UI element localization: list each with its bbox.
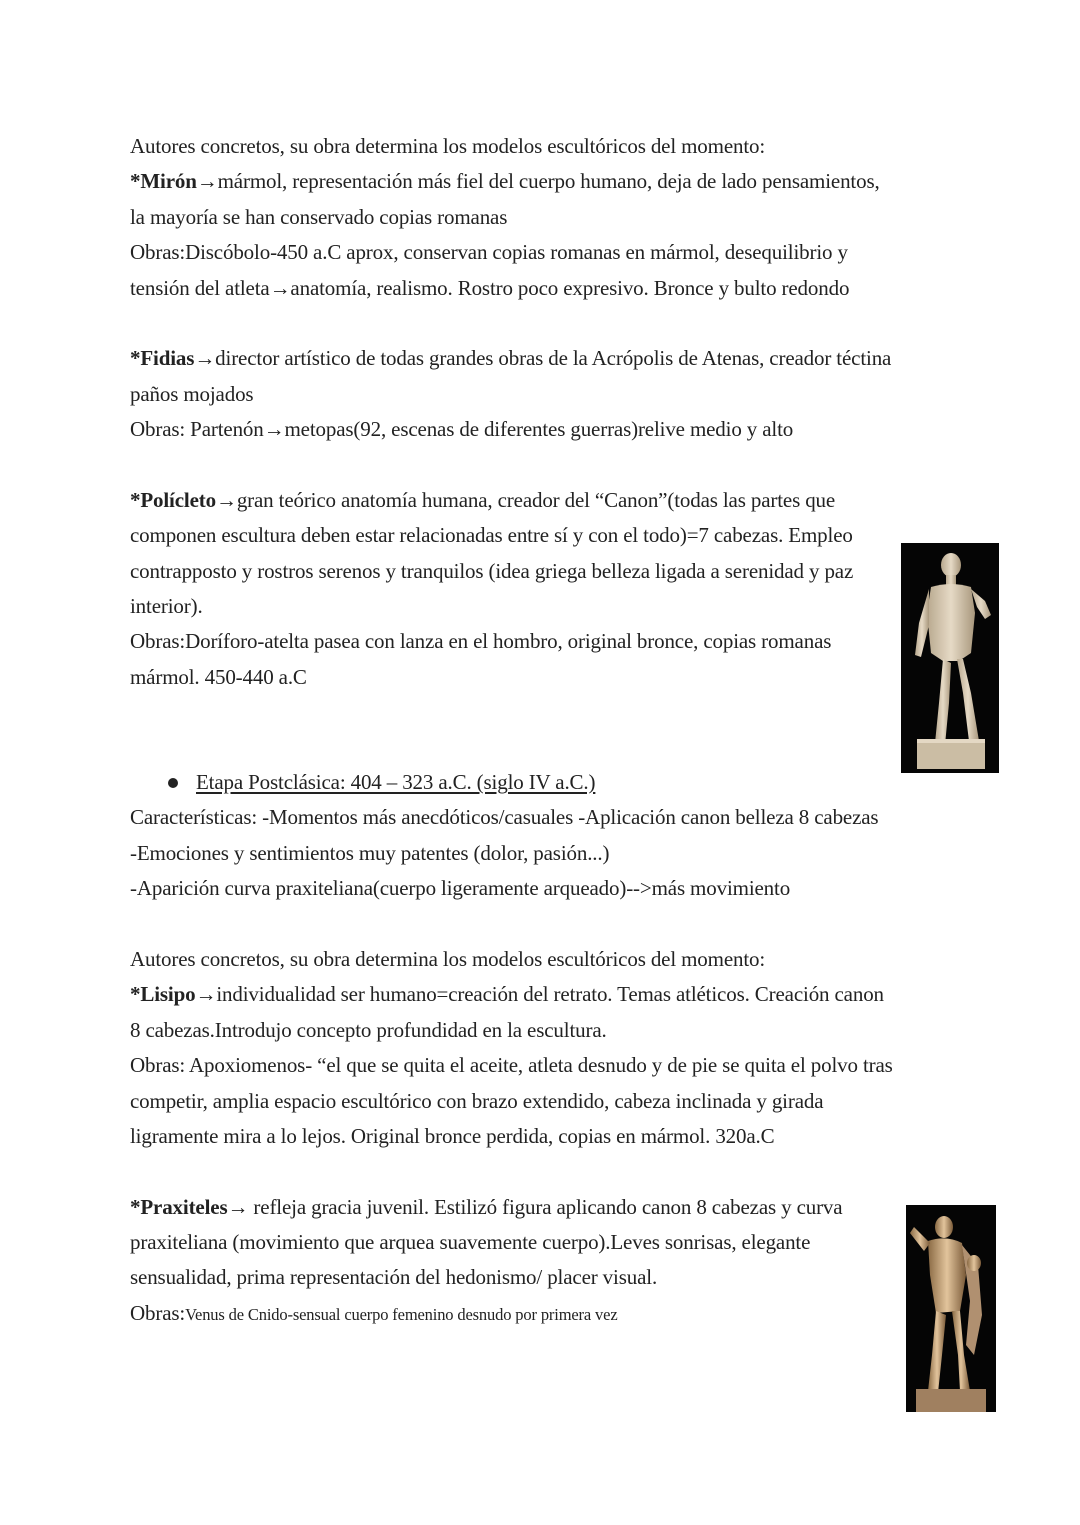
praxiteles-works: Obras:Venus de Cnido-sensual cuerpo femenino desnudo por primera vez — [130, 1300, 618, 1325]
praxiteles-desc-2: praxiteliana (movimiento que arquea suavemente cuerpo).Leves sonrisas, elegante — [130, 1230, 811, 1255]
section-postclassical — [130, 765, 950, 1331]
fidias-desc-cont: paños mojados — [130, 381, 254, 406]
features-2: -Emociones y sentimientos muy patentes (dolor, pasión...) — [130, 840, 610, 865]
features-1: Características: -Momentos más anecdóticos/casuales -Aplicación canon belleza 8 cabezas — [130, 805, 879, 830]
fidias-works: Obras: Partenón→metopas(92, escenas de diferentes guerras)relive medio y alto — [130, 417, 794, 442]
features-3: -Aparición curva praxiteliana(cuerpo ligeramente arqueado)-->más movimiento — [130, 876, 791, 901]
lisipo-line: *Lisipo→individualidad ser humano=creación del retrato. Temas atléticos. Creación canon — [130, 982, 884, 1007]
praxiteles-desc-3: sensualidad, prima representación del hedonismo/ placer visual. — [130, 1265, 658, 1290]
fidias-line: *Fidias→director artístico de todas grandes obras de la Acrópolis de Atenas, creador téctina — [130, 346, 892, 371]
statue-icon — [901, 543, 999, 773]
postclassical-heading: Etapa Postclásica: 404 – 323 a.C. (siglo IV a.C.) — [130, 765, 950, 800]
intro-text-2: Autores concretos, su obra determina los modelos escultóricos del momento: — [130, 946, 766, 971]
miron-works: Obras:Discóbolo-450 a.C aprox, conservan copias romanas en mármol, desequilibrio y — [130, 240, 848, 265]
policleto-name: *Polícleto — [130, 487, 216, 512]
policleto-works-cont: mármol. 450-440 a.C — [130, 664, 307, 689]
intro-text: Autores concretos, su obra determina los modelos escultóricos del momento: — [130, 134, 766, 158]
policleto-line: *Polícleto→gran teórico anatomía humana, creador del “Canon”(todas las partes que — [130, 487, 836, 512]
miron-line: *Mirón→mármol, representación más fiel del cuerpo humano, deja de lado pensamientos, — [130, 169, 880, 194]
lisipo-name: *Lisipo — [130, 982, 196, 1007]
policleto-desc-4: interior). — [130, 594, 203, 619]
lisipo-works-3: ligramente mira a lo lejos. Original bronce perdida, copias en mármol. 320a.C — [130, 1123, 775, 1148]
policleto-desc-2: componen escultura deben estar relacionadas entre sí y con el todo)=7 cabezas. Empleo — [130, 523, 853, 548]
doryphoros-statue-image — [901, 543, 999, 773]
miron-desc-cont: la mayoría se han conservado copias romanas — [130, 204, 508, 229]
lisipo-works-1: Obras: Apoxiomenos- “el que se quita el aceite, atleta desnudo y de pie se quita el polvo tras — [130, 1053, 893, 1078]
praxiteles-name: *Praxiteles — [130, 1194, 228, 1219]
policleto-works: Obras:Doríforo-atelta pasea con lanza en el hombro, original bronce, copias romanas — [130, 629, 832, 654]
lisipo-works-2: competir, amplia espacio escultórico con brazo extendido, cabeza inclinada y girada — [130, 1088, 824, 1113]
bullet-icon — [168, 778, 178, 788]
hermes-statue-image — [906, 1205, 996, 1412]
miron-works-cont: tensión del atleta→anatomía, realismo. Rostro poco expresivo. Bronce y bulto redondo — [130, 275, 850, 300]
praxiteles-line: *Praxiteles→ refleja gracia juvenil. Estilizó figura aplicando canon 8 cabezas y curva — [130, 1194, 843, 1219]
miron-name: *Mirón — [130, 169, 197, 194]
statue-icon — [906, 1205, 996, 1412]
fidias-name: *Fidias — [130, 346, 195, 371]
section-classical-authors — [130, 129, 950, 695]
policleto-desc-3: contrapposto y rostros serenos y tranquilos (idea griega belleza ligada a serenidad y paz — [130, 558, 854, 583]
lisipo-desc-cont: 8 cabezas.Introdujo concepto profundidad en la escultura. — [130, 1017, 607, 1042]
